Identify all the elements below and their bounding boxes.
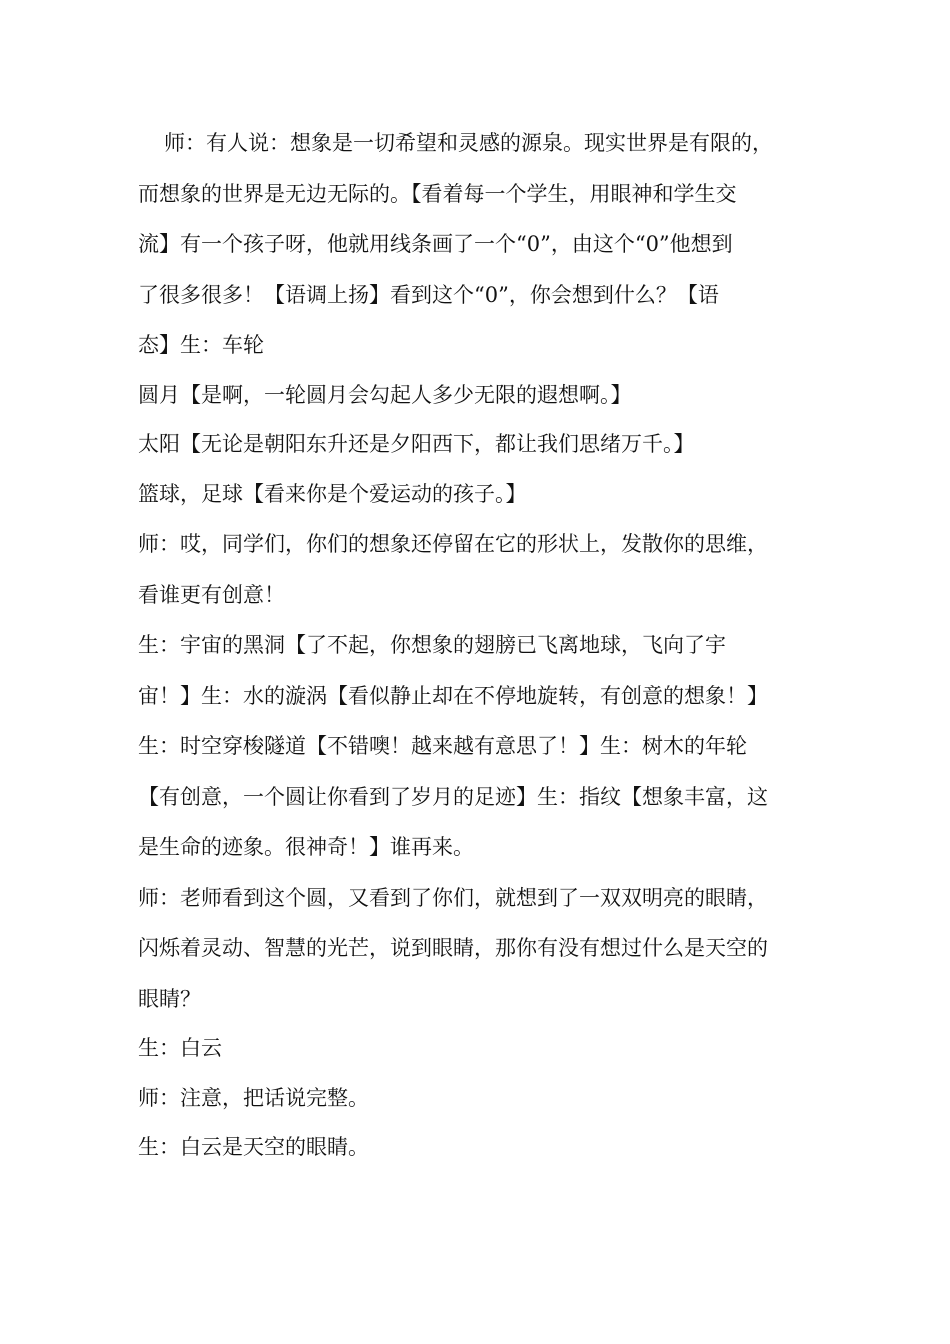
- paragraph-teacher-prompt: [138, 519, 814, 620]
- paragraph-teacher-eyes: [138, 873, 814, 1025]
- paragraph-teacher-intro: [138, 118, 814, 371]
- text-line: 流】有一个孩子呀，他就用线条画了一个“0”，由这个“0”他想到: [138, 232, 733, 256]
- text-line: 生：宇宙的黑洞【了不起，你想象的翅膀已飞离地球，飞向了宇: [138, 633, 726, 657]
- text-line: 宙！】生：水的漩涡【看似静止却在不停地旋转，有创意的想象！】: [138, 683, 768, 708]
- paragraph-creative-answers: [138, 620, 814, 873]
- paragraph-closing-dialogue: [138, 1024, 814, 1173]
- text-line: 师：哎，同学们，你们的想象还停留在它的形状上，发散你的思维，: [138, 532, 768, 556]
- text-line: 师：有人说：想象是一切希望和灵感的源泉。现实世界是有限的，: [164, 131, 773, 155]
- text-line: 篮球，足球【看来你是个爱运动的孩子。】: [138, 481, 527, 506]
- text-line: 师：注意，把话说完整。: [138, 1085, 369, 1110]
- text-line: 生：白云是天空的眼睛。: [138, 1135, 369, 1159]
- paragraph-student-answers: [138, 371, 814, 520]
- text-line: 师：老师看到这个圆，又看到了你们，就想到了一双双明亮的眼睛，: [138, 885, 768, 910]
- text-line: 了很多很多！【语调上扬】看到这个“0”，你会想到什么？【语: [138, 282, 719, 307]
- text-line: 【有创意，一个圆让你看到了岁月的足迹】生：指纹【想象丰富，这: [138, 784, 768, 809]
- text-line: 看谁更有创意！: [138, 582, 285, 607]
- document-body: [138, 118, 814, 1173]
- text-line: 眼睛？: [138, 986, 201, 1011]
- text-line: 态】生：车轮: [138, 333, 264, 357]
- text-line: 生：时空穿梭隧道【不错噢！越来越有意思了！】生：树木的年轮: [138, 734, 747, 758]
- text-line: 生：白云: [138, 1036, 222, 1060]
- text-line: 太阳【无论是朝阳东升还是夕阳西下，都让我们思绪万千。】: [138, 432, 695, 456]
- text-line: 圆月【是啊，一轮圆月会勾起人多少无限的遐想啊。】: [138, 382, 632, 407]
- text-line: 是生命的迹象。很神奇！】谁再来。: [138, 835, 474, 859]
- text-line: 闪烁着灵动、智慧的光芒，说到眼睛，那你有没有想过什么是天空的: [138, 936, 768, 960]
- text-line: 而想象的世界是无边无际的。【看着每一个学生，用眼神和学生交: [138, 181, 737, 206]
